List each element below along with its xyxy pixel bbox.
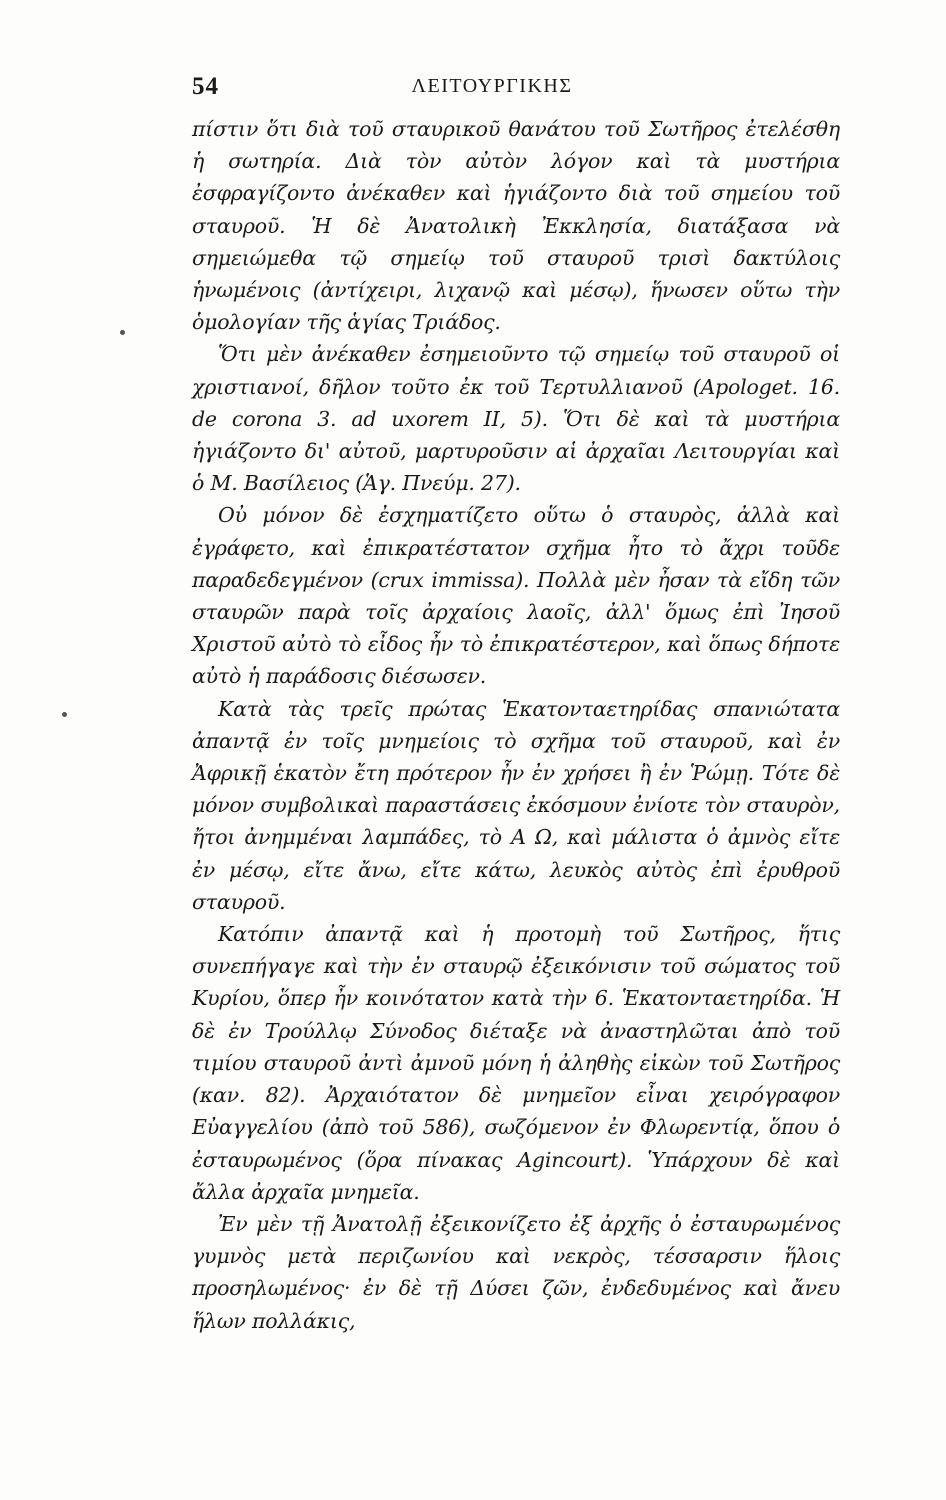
paragraph-6: Ἐν μὲν τῇ Ἀνατολῇ ἐξεικονίζετο ἐξ ἀρχῆς ὁ ἐσταυρωμένος γυμνὸς μετὰ περιζωνίου καὶ νεκρὸς, τέσσαρσιν ἥλοις προσηλωμένος· ἐν δὲ τῇ Δύσει ζῶν, ἐνδεδυμένος καὶ ἄνευ ἥλων πολλάκις, xyxy=(192,1211,840,1333)
running-title: ΛΕΙΤΟΥΡΓΙΚΗΣ xyxy=(411,75,573,97)
paragraph-5: Κατόπιν ἀπαντᾷ καὶ ἡ προτομὴ τοῦ Σωτῆρος, ἥτις συνεπήγαγε καὶ τὴν ἐν σταυρῷ ἐξεικόνισιν τοῦ σώματος τοῦ Κυρίου, ὅπερ ἦν κοινότατον κατὰ τὴν 6. Ἑκατονταετηρίδα. Ἡ δὲ ἐν Τρούλλῳ Σύνοδος διέταξε νὰ ἀναστηλῶται ἀπὸ τοῦ τιμίου σταυροῦ ἀντὶ ἀμνοῦ μόνη ἡ ἀληθὴς εἰκὼν τοῦ Σωτῆρος (καν. 82). Ἀρχαιότατον δὲ μνημεῖον εἶναι χειρόγραφον Εὐαγγελίου (ἀπὸ τοῦ 586), σωζόμενον ἐν Φλωρεντίᾳ, ὅπου ὁ ἐσταυρωμένος (ὅρα πίνακας Agincourt). Ὑπάρχουν δὲ καὶ ἄλλα ἀρχαῖα μνημεῖα. xyxy=(192,922,840,1204)
page-number: 54 xyxy=(192,73,219,100)
paragraph-2: Ὅτι μὲν ἀνέκαθεν ἐσημειοῦντο τῷ σημείῳ τοῦ σταυροῦ οἱ χριστιανοί, δῆλον τοῦτο ἐκ τοῦ Τερτυλλιανοῦ (Apologet. 16. de corona 3. ad uxorem II, 5). Ὅτι δὲ καὶ τὰ μυστήρια ἡγιάζοντο δι' αὐτοῦ, μαρτυροῦσιν αἱ ἀρχαῖαι Λειτουργίαι καὶ ὁ Μ. Βασίλειος (Ἁγ. Πνεύμ. 27). xyxy=(192,342,840,496)
paragraph-1: πίστιν ὅτι διὰ τοῦ σταυρικοῦ θανάτου τοῦ Σωτῆρος ἐτελέσθη ἡ σωτηρία. Διὰ τὸν αὐτὸν λόγον καὶ τὰ μυστήρια ἐσφραγίζοντο ἀνέκαθεν καὶ ἡγιάζοντο διὰ τοῦ σημείου τοῦ σταυροῦ. Ἡ δὲ Ἀνατολικὴ Ἐκκλησία, διατάξασα νὰ σημειώμεθα τῷ σημείῳ τοῦ σταυροῦ τρισὶ δακτύλοις ἡνωμένοις (ἀντίχειρι, λιχανῷ καὶ μέσῳ), ἥνωσεν οὕτω τὴν ὁμολογίαν τῆς ἁγίας Τριάδος. xyxy=(192,117,840,335)
body-text xyxy=(192,113,840,1337)
running-head xyxy=(192,73,792,103)
margin-mark xyxy=(120,330,125,335)
margin-mark xyxy=(62,712,67,717)
paragraph-4: Κατὰ τὰς τρεῖς πρώτας Ἑκατονταετηρίδας σπανιώτατα ἀπαντᾷ ἐν τοῖς μνημείοις τὸ σχῆμα τοῦ σταυροῦ, καὶ ἐν Ἀφρικῇ ἑκατὸν ἔτη πρότερον ἦν ἐν χρήσει ἢ ἐν Ῥώμῃ. Τότε δὲ μόνον συμβολικαὶ παραστάσεις ἐκόσμουν ἐνίοτε τὸν σταυρὸν, ἤτοι ἀνημμέναι λαμπάδες, τὸ Α Ω, καὶ μάλιστα ὁ ἀμνὸς εἴτε ἐν μέσῳ, εἴτε ἄνω, εἴτε κάτω, λευκὸς αὐτὸς ἐπὶ ἐρυθροῦ σταυροῦ. xyxy=(192,696,840,914)
paragraph-3: Οὐ μόνον δὲ ἐσχηματίζετο οὕτω ὁ σταυρὸς, ἀλλὰ καὶ ἐγράφετο, καὶ ἐπικρατέστατον σχῆμα ἦτο τὸ ἄχρι τοῦδε παραδεδεγμένον (crux immissa). Πολλὰ μὲν ἦσαν τὰ εἴδη τῶν σταυρῶν παρὰ τοῖς ἀρχαίοις λαοῖς, ἀλλ' ὅμως ἐπὶ Ἰησοῦ Χριστοῦ αὐτὸ τὸ εἶδος ἦν τὸ ἐπικρατέστερον, καὶ ὅπως δήποτε αὐτὸ ἡ παράδοσις διέσωσεν. xyxy=(192,503,840,689)
